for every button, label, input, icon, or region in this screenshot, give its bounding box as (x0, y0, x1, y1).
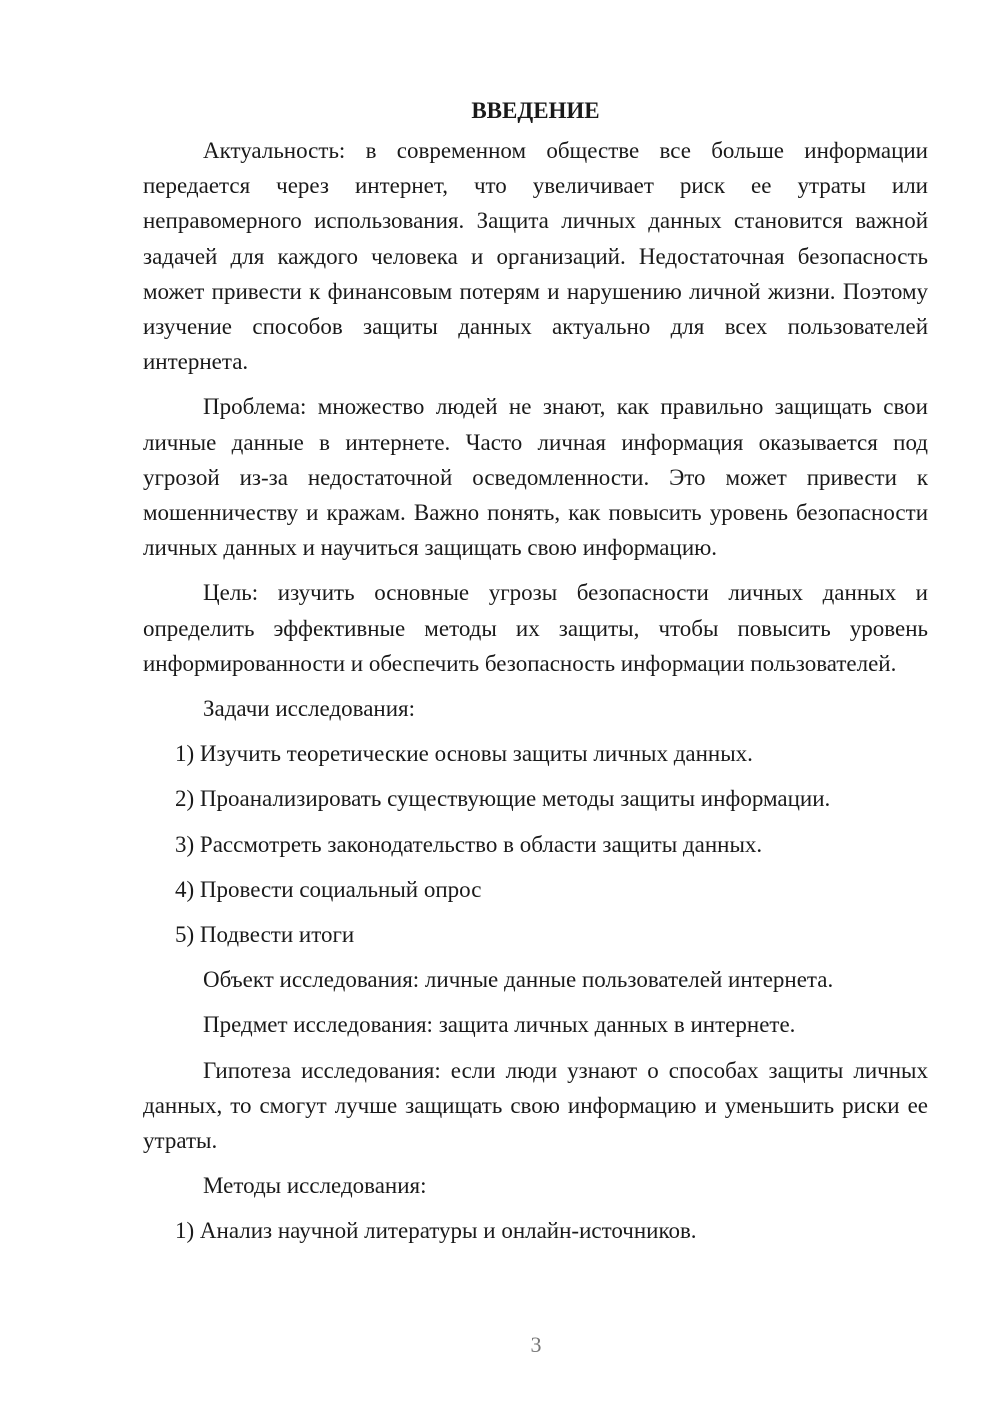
paragraph-hypothesis: Гипотеза исследования: если люди узнают о способах защиты личных данных, то смогут лучше защищать свою информацию и уменьшить риски ее утраты. (143, 1057, 928, 1154)
paragraph-problem: Проблема: множество людей не знают, как правильно защищать свои личные данные в интернете. Часто личная информация оказывается под угрозой из-за недостаточной осведомленности. Это может привести к мошенничеству и кражам. Важно понять, как повысить уровень безопасности личных данных и научиться защищать свою информацию. (143, 394, 928, 561)
list-item: 2) Проанализировать существующие методы защиты информации. (175, 786, 831, 812)
section-heading: ВВЕДЕНИЕ (471, 98, 600, 123)
page-number: 3 (530, 1332, 542, 1357)
methods-label: Методы исследования: (203, 1173, 427, 1199)
list-item: 1) Анализ научной литературы и онлайн-источников. (175, 1218, 697, 1244)
tasks-list (143, 736, 928, 952)
paragraph-goal: Цель: изучить основные угрозы безопасности личных данных и определить эффективные методы их защиты, чтобы повысить уровень информированности и обеспечить безопасность информации пользователей. (143, 580, 928, 676)
paragraph-subject: Предмет исследования: защита личных данных в интернете. (203, 1012, 796, 1038)
list-item: 1) Изучить теоретические основы защиты личных данных. (175, 741, 753, 767)
methods-list (143, 1213, 928, 1248)
list-item: 5) Подвести итоги (175, 922, 355, 948)
paragraph-relevance: Актуальность: в современном обществе все больше информации передается через интернет, что увеличивает риск ее утраты или неправомерного использования. Защита личных данных становится важной задачей для каждого человека и организаций. Недостаточная безопасность может привести к финансовым потерям и нарушению личной жизни. Поэтому изучение способов защиты данных актуально для всех пользователей интернета. (143, 138, 928, 375)
paragraph-object: Объект исследования: личные данные пользователей интернета. (203, 967, 834, 993)
list-item: 4) Провести социальный опрос (175, 876, 482, 902)
list-item: 3) Рассмотреть законодательство в области защиты данных. (175, 831, 763, 857)
tasks-label: Задачи исследования: (203, 696, 416, 722)
page-content (143, 95, 928, 1259)
